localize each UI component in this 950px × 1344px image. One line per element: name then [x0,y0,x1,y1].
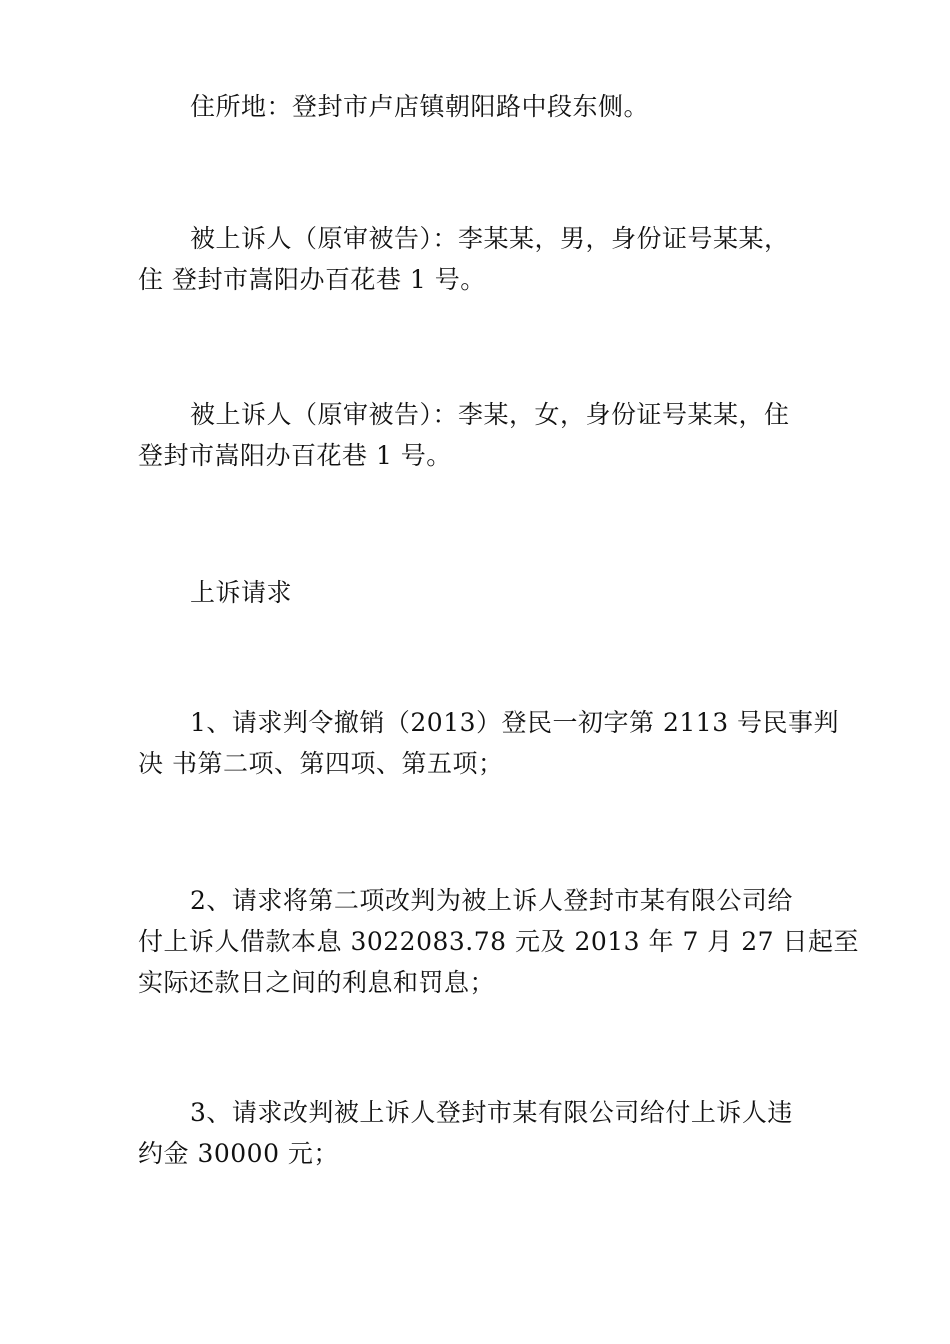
text-line: 上诉请求 [190,578,293,607]
paragraph-appellee-1 [138,218,828,300]
section-heading-appeal-requests [138,572,828,613]
text-line: 被上诉人（原审被告）：李某某，男，身份证号某某， [190,224,790,253]
text-line: 实际还款日之间的利息和罚息； [138,968,496,997]
text-line: 1、请求判令撤销（2013）登民一初字第 2113 号民事判 [190,708,840,737]
text-line: 决 书第二项、第四项、第五项； [138,749,504,778]
text-line: 住所地：登封市卢店镇朝阳路中段东侧。 [190,92,650,121]
paragraph-request-2 [138,880,860,1003]
text-line: 2、请求将第二项改判为被上诉人登封市某有限公司给 [190,886,793,915]
paragraph-request-3 [138,1092,828,1174]
text-line: 约金 30000 元； [138,1139,339,1168]
paragraph-address [138,86,828,127]
paragraph-appellee-2 [138,394,828,476]
text-line: 付上诉人借款本息 3022083.78 元及 2013 年 7 月 27 日起至 [138,927,860,956]
paragraph-request-1 [138,702,840,784]
text-line: 3、请求改判被上诉人登封市某有限公司给付上诉人违 [190,1098,793,1127]
text-line: 住 登封市嵩阳办百花巷 1 号。 [138,265,486,294]
text-line: 登封市嵩阳办百花巷 1 号。 [138,441,452,470]
text-line: 被上诉人（原审被告）：李某，女，身份证号某某，住 [190,400,790,429]
